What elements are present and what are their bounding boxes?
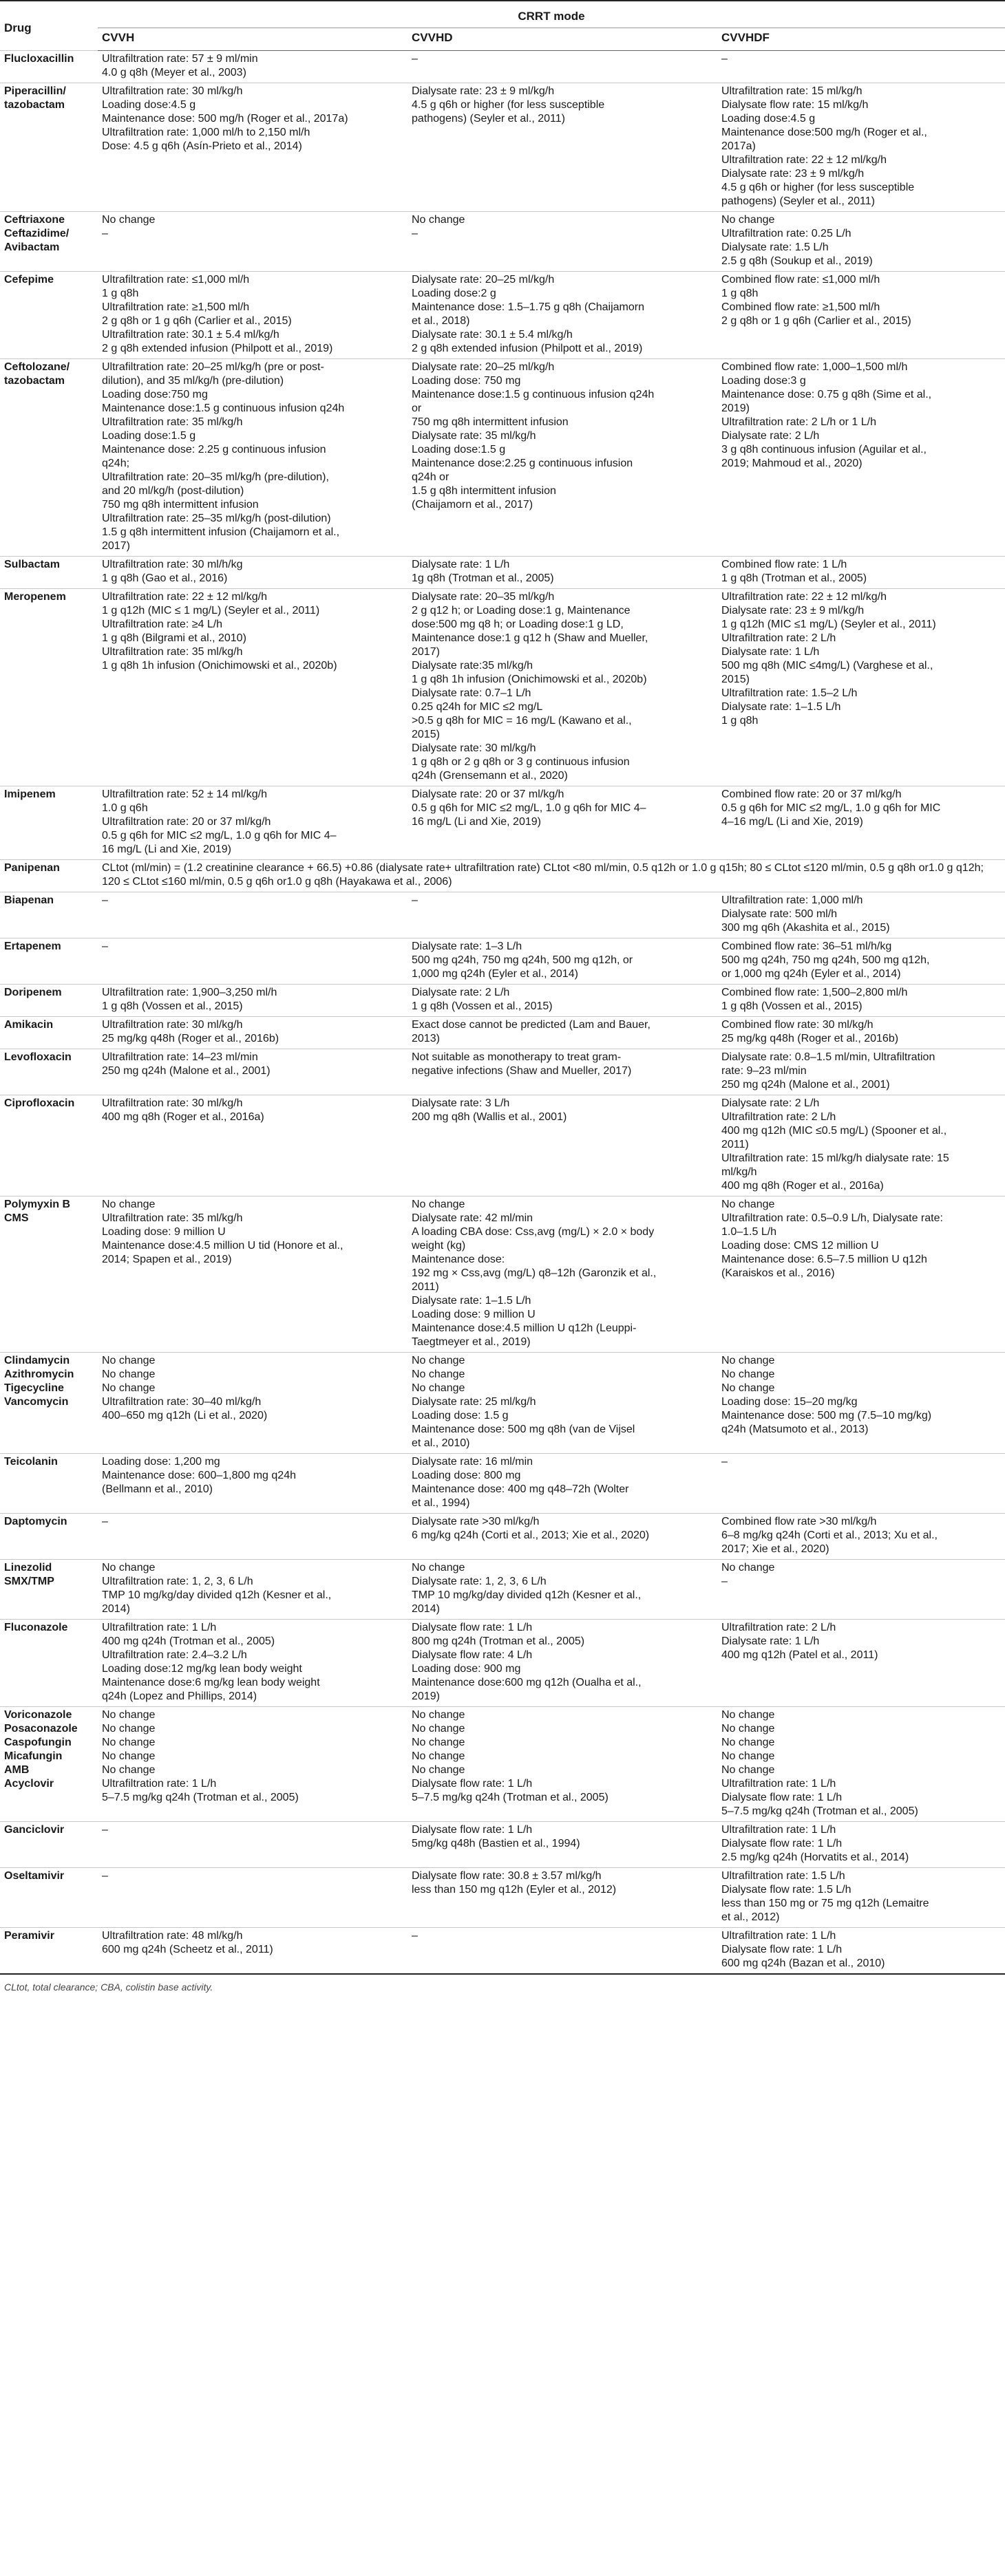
cvvhdf-cell: Combined flow rate: 1,500–2,800 ml/h 1 g q8h (Vossen et al., 2015) xyxy=(717,985,1005,1017)
cvvhdf-cell: Ultrafiltration rate: 15 ml/kg/h Dialysate flow rate: 15 ml/kg/h Loading dose:4.5 g Maintenance dose:500 mg/h (Roger et al., 2017a) Ultrafiltration rate: 22 ± 12 ml/kg/h Dialysate rate: 23 ± 9 ml/kg/h 4.5 g q6h or higher (for less susceptible pathogens) (Seyler et al., 2011) xyxy=(717,83,1005,212)
cvvhdf-cell: Dialysate rate: 0.8–1.5 ml/min, Ultrafiltration rate: 9–23 ml/min 250 mg q24h (Malone et al., 2001) xyxy=(717,1049,1005,1095)
cvvhdf-cell: No change Ultrafiltration rate: 0.5–0.9 L/h, Dialysate rate: 1.0–1.5 L/h Loading dose: CMS 12 million U Maintenance dose: 6.5–7.5 million U q12h (Karaiskos et al., 2016) xyxy=(717,1196,1005,1353)
drug-name-cell: Sulbactam xyxy=(0,557,98,589)
cvvhdf-cell: – xyxy=(717,1454,1005,1514)
table-row xyxy=(0,938,1005,985)
cvvh-column-header: CVVH xyxy=(98,28,408,51)
cvvhdf-cell: – xyxy=(717,51,1005,83)
cvvhdf-cell: Combined flow rate >30 ml/kg/h 6–8 mg/kg q24h (Corti et al., 2013; Xu et al., 2017; Xie et al., 2020) xyxy=(717,1514,1005,1560)
cvvhd-cell: Dialysate rate: 1–3 L/h 500 mg q24h, 750 mg q24h, 500 mg q12h, or 1,000 mg q24h (Eyler et al., 2014) xyxy=(408,938,717,985)
table-row xyxy=(0,1928,1005,1974)
cvvhdf-cell: No change No change No change No change No change Ultrafiltration rate: 1 L/h Dialysate flow rate: 1 L/h 5–7.5 mg/kg q24h (Trotman et al., 2005) xyxy=(717,1707,1005,1822)
cvvhd-cell: Dialysate rate: 3 L/h 200 mg q8h (Wallis et al., 2001) xyxy=(408,1095,717,1196)
cvvhdf-cell: Combined flow rate: 1,000–1,500 ml/h Loading dose:3 g Maintenance dose: 0.75 g q8h (Sime et al., 2019) Ultrafiltration rate: 2 L/h or 1 L/h Dialysate rate: 2 L/h 3 g q8h continuous infusion (Aguilar et al., 2019; Mahmoud et al., 2020) xyxy=(717,359,1005,557)
cvvh-cell: – xyxy=(98,1822,408,1868)
header-row-top xyxy=(0,1,1005,28)
table-body xyxy=(0,51,1005,1974)
drug-name-cell: Polymyxin B CMS xyxy=(0,1196,98,1353)
table-row xyxy=(0,1707,1005,1822)
cvvhdf-cell: Combined flow rate: 36–51 ml/h/kg 500 mg q24h, 750 mg q24h, 500 mg q12h, or 1,000 mg q24h (Eyler et al., 2014) xyxy=(717,938,1005,985)
cvvhdf-cell: No change – xyxy=(717,1560,1005,1620)
cvvh-cell: – xyxy=(98,892,408,938)
cvvh-cell: Ultrafiltration rate: 30 ml/kg/h Loading dose:4.5 g Maintenance dose: 500 mg/h (Roger et al., 2017a) Ultrafiltration rate: 1,000 ml/h to 2,150 ml/h Dose: 4.5 g q6h (Asín-Prieto et al., 2014) xyxy=(98,83,408,212)
drug-name-cell: Peramivir xyxy=(0,1928,98,1974)
cvvhdf-cell: Ultrafiltration rate: 1 L/h Dialysate flow rate: 1 L/h 600 mg q24h (Bazan et al., 2010) xyxy=(717,1928,1005,1974)
cvvhdf-cell: Ultrafiltration rate: 1.5 L/h Dialysate flow rate: 1.5 L/h less than 150 mg or 75 mg q12h (Lemaitre et al., 2012) xyxy=(717,1868,1005,1928)
cvvhdf-cell: Ultrafiltration rate: 1 L/h Dialysate flow rate: 1 L/h 2.5 mg/kg q24h (Horvatits et al., 2014) xyxy=(717,1822,1005,1868)
cvvhdf-cell: Dialysate rate: 2 L/h Ultrafiltration rate: 2 L/h 400 mg q12h (MIC ≤0.5 mg/L) (Spooner et al., 2011) Ultrafiltration rate: 15 ml/kg/h dialysate rate: 15 ml/kg/h 400 mg q8h (Roger et al., 2016a) xyxy=(717,1095,1005,1196)
cvvhdf-cell: Ultrafiltration rate: 2 L/h Dialysate rate: 1 L/h 400 mg q12h (Patel et al., 2011) xyxy=(717,1620,1005,1707)
table-row xyxy=(0,1822,1005,1868)
cvvh-cell: No change No change No change No change No change Ultrafiltration rate: 1 L/h 5–7.5 mg/kg q24h (Trotman et al., 2005) xyxy=(98,1707,408,1822)
cvvhdf-cell: Ultrafiltration rate: 22 ± 12 ml/kg/h Dialysate rate: 23 ± 9 ml/kg/h 1 g q12h (MIC ≤1 mg/L) (Seyler et al., 2011) Ultrafiltration rate: 2 L/h Dialysate rate: 1 L/h 500 mg q8h (MIC ≤4mg/L) (Varghese et al., 2015) Ultrafiltration rate: 1.5–2 L/h Dialysate rate: 1–1.5 L/h 1 g q8h xyxy=(717,589,1005,786)
table-row xyxy=(0,1049,1005,1095)
table-row xyxy=(0,557,1005,589)
all-modes-cell: CLtot (ml/min) = (1.2 creatinine clearance + 66.5) +0.86 (dialysate rate+ ultrafiltration rate) CLtot <80 ml/min, 0.5 q12h or 1.0 g q15h; 80 ≤ CLtot ≤120 ml/min, 0.5 g q8h or1.0 g q12h; 120 ≤ CLtot ≤160 ml/min, 0.5 g q6h or1.0 g q8h (Hayakawa et al., 2006) xyxy=(98,860,1005,892)
drug-name-cell: Voriconazole Posaconazole Caspofungin Micafungin AMB Acyclovir xyxy=(0,1707,98,1822)
table-row xyxy=(0,1017,1005,1049)
table-row xyxy=(0,1620,1005,1707)
cvvhd-cell: Dialysate flow rate: 1 L/h 5mg/kg q48h (Bastien et al., 1994) xyxy=(408,1822,717,1868)
cvvhd-cell: Dialysate flow rate: 30.8 ± 3.57 ml/kg/h less than 150 mg q12h (Eyler et al., 2012) xyxy=(408,1868,717,1928)
table-row xyxy=(0,359,1005,557)
cvvhd-cell: Dialysate flow rate: 1 L/h 800 mg q24h (Trotman et al., 2005) Dialysate flow rate: 4 L/h Loading dose: 900 mg Maintenance dose:600 mg q12h (Oualha et al., 2019) xyxy=(408,1620,717,1707)
cvvhd-cell: Dialysate rate: 20–25 ml/kg/h Loading dose:2 g Maintenance dose: 1.5–1.75 g q8h (Chaijamorn et al., 2018) Dialysate rate: 30.1 ± 5.4 ml/kg/h 2 g q8h extended infusion (Philpott et al., 2019) xyxy=(408,272,717,359)
table-row xyxy=(0,83,1005,212)
table-row xyxy=(0,1868,1005,1928)
drug-name-cell: Imipenem xyxy=(0,786,98,860)
drug-name-cell: Cefepime xyxy=(0,272,98,359)
drug-name-cell: Ciprofloxacin xyxy=(0,1095,98,1196)
cvvh-cell: Ultrafiltration rate: 30 ml/h/kg 1 g q8h (Gao et al., 2016) xyxy=(98,557,408,589)
table-row xyxy=(0,272,1005,359)
cvvh-cell: No change No change No change Ultrafiltration rate: 30–40 ml/kg/h 400–650 mg q12h (Li et al., 2020) xyxy=(98,1353,408,1454)
drug-name-cell: Teicolanin xyxy=(0,1454,98,1514)
cvvhd-cell: No change Dialysate rate: 42 ml/min A loading CBA dose: Css,avg (mg/L) × 2.0 × body weight (kg) Maintenance dose: 192 mg × Css,avg (mg/L) q8–12h (Garonzik et al., 2011) Dialysate rate: 1–1.5 L/h Loading dose: 9 million U Maintenance dose:4.5 million U q12h (Leuppi- Taegtmeyer et al., 2019) xyxy=(408,1196,717,1353)
table-row xyxy=(0,860,1005,892)
drug-column-header: Drug xyxy=(4,21,32,34)
cvvh-cell: Ultrafiltration rate: 1,900–3,250 ml/h 1 g q8h (Vossen et al., 2015) xyxy=(98,985,408,1017)
table-row xyxy=(0,1196,1005,1353)
cvvh-cell: Ultrafiltration rate: ≤1,000 ml/h 1 g q8h Ultrafiltration rate: ≥1,500 ml/h 2 g q8h or 1 g q6h (Carlier et al., 2015) Ultrafiltration rate: 30.1 ± 5.4 ml/kg/h 2 g q8h extended infusion (Philpott et al., 2019) xyxy=(98,272,408,359)
cvvhdf-cell: Combined flow rate: 1 L/h 1 g q8h (Trotman et al., 2005) xyxy=(717,557,1005,589)
drug-name-cell: Flucloxacillin xyxy=(0,51,98,83)
crrt-mode-header: CRRT mode xyxy=(98,1,1005,28)
drug-name-cell: Doripenem xyxy=(0,985,98,1017)
cvvhdf-cell: No change No change No change Loading dose: 15–20 mg/kg Maintenance dose: 500 mg (7.5–10 mg/kg) q24h (Matsumoto et al., 2013) xyxy=(717,1353,1005,1454)
cvvhd-cell: Dialysate rate: 20–25 ml/kg/h Loading dose: 750 mg Maintenance dose:1.5 g continuous infusion q24h or 750 mg q8h intermittent infusion Dialysate rate: 35 ml/kg/h Loading dose:1.5 g Maintenance dose:2.25 g continuous infusion q24h or 1.5 g q8h intermittent infusion (Chaijamorn et al., 2017) xyxy=(408,359,717,557)
cvvh-cell: Loading dose: 1,200 mg Maintenance dose: 600–1,800 mg q24h (Bellmann et al., 2010) xyxy=(98,1454,408,1514)
cvvh-cell: Ultrafiltration rate: 30 ml/kg/h 25 mg/kg q48h (Roger et al., 2016b) xyxy=(98,1017,408,1049)
cvvhdf-cell: Combined flow rate: 30 ml/kg/h 25 mg/kg q48h (Roger et al., 2016b) xyxy=(717,1017,1005,1049)
table-row xyxy=(0,1095,1005,1196)
cvvh-cell: – xyxy=(98,938,408,985)
cvvhd-cell: – xyxy=(408,1928,717,1974)
cvvh-cell: Ultrafiltration rate: 30 ml/kg/h 400 mg q8h (Roger et al., 2016a) xyxy=(98,1095,408,1196)
drug-name-cell: Piperacillin/ tazobactam xyxy=(0,83,98,212)
table-row xyxy=(0,786,1005,860)
drug-name-cell: Ceftriaxone Ceftazidime/ Avibactam xyxy=(0,212,98,272)
cvvhd-cell: Not suitable as monotherapy to treat gram- negative infections (Shaw and Mueller, 2017) xyxy=(408,1049,717,1095)
drug-name-cell: Ganciclovir xyxy=(0,1822,98,1868)
cvvhd-cell: No change No change No change Dialysate rate: 25 ml/kg/h Loading dose: 1.5 g Maintenance dose: 500 mg q8h (van de Vijsel et al., 2010) xyxy=(408,1353,717,1454)
cvvh-cell: Ultrafiltration rate: 22 ± 12 ml/kg/h 1 g q12h (MIC ≤ 1 mg/L) (Seyler et al., 2011) Ultrafiltration rate: ≥4 L/h 1 g q8h (Bilgrami et al., 2010) Ultrafiltration rate: 35 ml/kg/h 1 g q8h 1h infusion (Onichimowski et al., 2020b) xyxy=(98,589,408,786)
drug-name-cell: Linezolid SMX/TMP xyxy=(0,1560,98,1620)
table-row xyxy=(0,589,1005,786)
cvvh-cell: Ultrafiltration rate: 52 ± 14 ml/kg/h 1.0 g q6h Ultrafiltration rate: 20 or 37 ml/kg/h 0.5 g q6h for MIC ≤2 mg/L, 1.0 g q6h for MIC 4– 16 mg/L (Li and Xie, 2019) xyxy=(98,786,408,860)
cvvh-cell: No change Ultrafiltration rate: 1, 2, 3, 6 L/h TMP 10 mg/kg/day divided q12h (Kesner et al., 2014) xyxy=(98,1560,408,1620)
table-row xyxy=(0,1454,1005,1514)
cvvh-cell: – xyxy=(98,1514,408,1560)
cvvhd-cell: Dialysate rate: 20 or 37 ml/kg/h 0.5 g q6h for MIC ≤2 mg/L, 1.0 g q6h for MIC 4– 16 mg/L (Li and Xie, 2019) xyxy=(408,786,717,860)
drug-name-cell: Fluconazole xyxy=(0,1620,98,1707)
cvvh-cell: Ultrafiltration rate: 14–23 ml/min 250 mg q24h (Malone et al., 2001) xyxy=(98,1049,408,1095)
cvvh-cell: Ultrafiltration rate: 1 L/h 400 mg q24h (Trotman et al., 2005) Ultrafiltration rate: 2.4–3.2 L/h Loading dose:12 mg/kg lean body weight Maintenance dose:6 mg/kg lean body weight q24h (Lopez and Phillips, 2014) xyxy=(98,1620,408,1707)
cvvhdf-cell: Combined flow rate: ≤1,000 ml/h 1 g q8h Combined flow rate: ≥1,500 ml/h 2 g q8h or 1 g q6h (Carlier et al., 2015) xyxy=(717,272,1005,359)
cvvhd-cell: Dialysate rate: 1 L/h 1g q8h (Trotman et al., 2005) xyxy=(408,557,717,589)
drug-name-cell: Amikacin xyxy=(0,1017,98,1049)
cvvh-cell: Ultrafiltration rate: 57 ± 9 ml/min 4.0 g q8h (Meyer et al., 2003) xyxy=(98,51,408,83)
drug-name-cell: Meropenem xyxy=(0,589,98,786)
table-row xyxy=(0,1560,1005,1620)
table-row xyxy=(0,1353,1005,1454)
cvvhd-cell: No change No change No change No change No change Dialysate flow rate: 1 L/h 5–7.5 mg/kg q24h (Trotman et al., 2005) xyxy=(408,1707,717,1822)
cvvh-cell: Ultrafiltration rate: 48 ml/kg/h 600 mg q24h (Scheetz et al., 2011) xyxy=(98,1928,408,1974)
drug-name-cell: Panipenan xyxy=(0,860,98,892)
header-row-modes xyxy=(0,28,1005,51)
cvvhd-cell: – xyxy=(408,51,717,83)
drug-name-cell: Ceftolozane/ tazobactam xyxy=(0,359,98,557)
table-row xyxy=(0,1514,1005,1560)
table-row xyxy=(0,51,1005,83)
cvvhd-cell: No change Dialysate rate: 1, 2, 3, 6 L/h TMP 10 mg/kg/day divided q12h (Kesner et al., 2014) xyxy=(408,1560,717,1620)
cvvhd-cell: – xyxy=(408,892,717,938)
cvvhd-cell: Dialysate rate: 23 ± 9 ml/kg/h 4.5 g q6h or higher (for less susceptible pathogens) (Seyler et al., 2011) xyxy=(408,83,717,212)
cvvhd-column-header: CVVHD xyxy=(408,28,717,51)
drug-name-cell: Biapenan xyxy=(0,892,98,938)
cvvh-cell: No change – xyxy=(98,212,408,272)
drug-name-cell: Levofloxacin xyxy=(0,1049,98,1095)
cvvhdf-cell: Ultrafiltration rate: 1,000 ml/h Dialysate rate: 500 ml/h 300 mg q6h (Akashita et al., 2015) xyxy=(717,892,1005,938)
cvvhd-cell: No change – xyxy=(408,212,717,272)
table-row xyxy=(0,985,1005,1017)
cvvh-cell: – xyxy=(98,1868,408,1928)
cvvhdf-cell: No change Ultrafiltration rate: 0.25 L/h Dialysate rate: 1.5 L/h 2.5 g q8h (Soukup et al., 2019) xyxy=(717,212,1005,272)
table-row xyxy=(0,892,1005,938)
table-footnote: CLtot, total clearance; CBA, colistin base activity. xyxy=(0,1973,1005,1999)
cvvh-cell: Ultrafiltration rate: 20–25 ml/kg/h (pre or post- dilution), and 35 ml/kg/h (pre-dilution) Loading dose:750 mg Maintenance dose:1.5 g continuous infusion q24h Ultrafiltration rate: 35 ml/kg/h Loading dose:1.5 g Maintenance dose: 2.25 g continuous infusion q24h; Ultrafiltration rate: 20–35 ml/kg/h (pre-dilution), and 20 ml/kg/h (post-dilution) 750 mg q8h intermittent infusion Ultrafiltration rate: 25–35 ml/kg/h (post-dilution) 1.5 g q8h intermittent infusion (Chaijamorn et al., 2017) xyxy=(98,359,408,557)
cvvhdf-cell: Combined flow rate: 20 or 37 ml/kg/h 0.5 g q6h for MIC ≤2 mg/L, 1.0 g q6h for MIC 4–16 mg/L (Li and Xie, 2019) xyxy=(717,786,1005,860)
table-row xyxy=(0,212,1005,272)
drug-name-cell: Clindamycin Azithromycin Tigecycline Vancomycin xyxy=(0,1353,98,1454)
cvvhd-cell: Dialysate rate: 2 L/h 1 g q8h (Vossen et al., 2015) xyxy=(408,985,717,1017)
cvvhd-cell: Exact dose cannot be predicted (Lam and Bauer, 2013) xyxy=(408,1017,717,1049)
drug-name-cell: Daptomycin xyxy=(0,1514,98,1560)
cvvhd-cell: Dialysate rate: 20–35 ml/kg/h 2 g q12 h; or Loading dose:1 g, Maintenance dose:500 mg q8 h; or Loading dose:1 g LD, Maintenance dose:1 g q12 h (Shaw and Mueller, 2017) Dialysate rate:35 ml/kg/h 1 g q8h 1h infusion (Onichimowski et al., 2020b) Dialysate rate: 0.7–1 L/h 0.25 q24h for MIC ≤2 mg/L >0.5 g q8h for MIC = 16 mg/L (Kawano et al., 2015) Dialysate rate: 30 ml/kg/h 1 g q8h or 2 g q8h or 3 g continuous infusion q24h (Grensemann et al., 2020) xyxy=(408,589,717,786)
cvvhd-cell: Dialysate rate: 16 ml/min Loading dose: 800 mg Maintenance dose: 400 mg q48–72h (Wolter et al., 1994) xyxy=(408,1454,717,1514)
cvvh-cell: No change Ultrafiltration rate: 35 ml/kg/h Loading dose: 9 million U Maintenance dose:4.5 million U tid (Honore et al., 2014; Spapen et al., 2019) xyxy=(98,1196,408,1353)
drug-name-cell: Oseltamivir xyxy=(0,1868,98,1928)
cvvhd-cell: Dialysate rate >30 ml/kg/h 6 mg/kg q24h (Corti et al., 2013; Xie et al., 2020) xyxy=(408,1514,717,1560)
drug-name-cell: Ertapenem xyxy=(0,938,98,985)
cvvhdf-column-header: CVVHDF xyxy=(717,28,1005,51)
